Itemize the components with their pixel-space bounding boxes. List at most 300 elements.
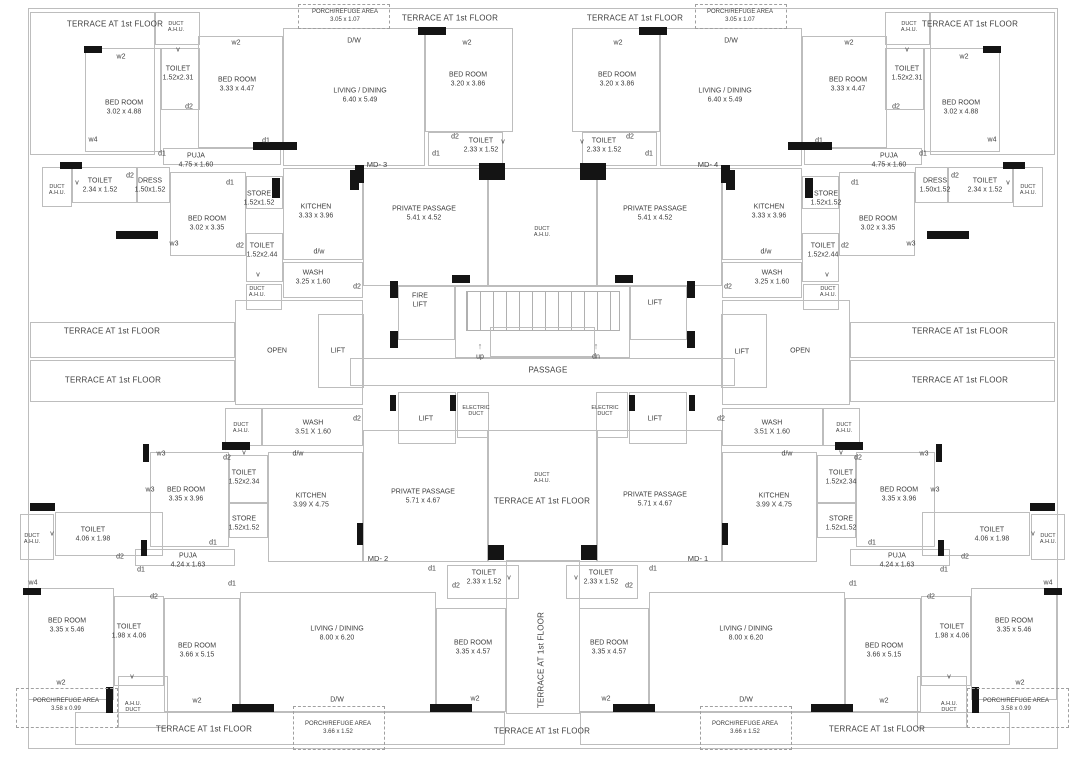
label-text: PRIVATE PASSAGE — [391, 488, 455, 496]
label-dress — [920, 177, 951, 196]
wall-block — [30, 503, 55, 511]
wall-block — [1044, 588, 1062, 595]
label-text: WASH — [302, 269, 324, 277]
label-text: 3.51 X 1.60 — [754, 429, 790, 436]
label-marker-d1 — [645, 149, 653, 158]
wall-block — [811, 704, 853, 712]
label-text: A.H.U. — [167, 27, 185, 33]
label-ahu-duct — [941, 701, 957, 713]
label-text: A.H.U. — [819, 292, 837, 298]
label-text: 3.66 x 1.52 — [323, 729, 353, 735]
label-store — [826, 515, 857, 534]
label-text: FIRE — [412, 292, 428, 300]
label-text: A.H.U. — [232, 428, 250, 434]
label-bedroom — [865, 642, 903, 661]
label-duct-ahu — [836, 422, 852, 434]
label-text: MD- 1 — [687, 553, 709, 563]
label-text: TOILET — [828, 469, 854, 477]
label-text: 3.33 x 3.96 — [751, 213, 787, 220]
label-text: DUCT — [1040, 532, 1056, 539]
label-bedroom — [218, 76, 256, 95]
label-text: BED ROOM — [177, 642, 217, 650]
label-text: PRIVATE PASSAGE — [392, 205, 456, 213]
label-terrace — [156, 725, 252, 736]
label-text: w3 — [169, 240, 179, 248]
label-private-passage — [623, 491, 687, 510]
label-text: DUCT — [901, 20, 917, 27]
label-text: 2.33 x 1.52 — [586, 147, 622, 154]
label-puja — [872, 152, 907, 171]
label-puja — [171, 552, 206, 571]
label-text: PUJA — [187, 152, 205, 160]
label-kitchen — [299, 203, 334, 222]
label-marker-v — [574, 573, 578, 582]
wall-block — [350, 170, 359, 190]
wall-block — [927, 231, 969, 239]
label-text: v — [839, 449, 843, 457]
label-marker-d2 — [854, 453, 862, 462]
label-marker-w4 — [29, 578, 38, 587]
label-marker-w2 — [193, 696, 202, 705]
label-text: TOILET — [80, 526, 106, 534]
label-text: d2 — [724, 283, 732, 291]
label-marker-w2 — [471, 694, 480, 703]
label-text: 3.25 x 1.60 — [295, 279, 331, 286]
label-text: w2 — [959, 53, 969, 61]
label-duct-ahu — [233, 422, 249, 434]
label-text: w4 — [987, 136, 997, 144]
label-marker-v — [75, 178, 79, 187]
label-text: d2 — [841, 242, 849, 250]
label-marker-d2 — [185, 102, 193, 111]
wall-block — [639, 27, 667, 35]
label-duct-ahu — [1020, 184, 1036, 196]
label-text: w4 — [1043, 579, 1053, 587]
wall-block — [60, 162, 82, 169]
label-kitchen — [756, 492, 792, 511]
label-text: PORCH/REFUGE AREA — [32, 697, 100, 704]
wall-block — [452, 275, 470, 283]
label-text: 5.71 x 4.67 — [637, 501, 673, 508]
wall-block — [629, 395, 635, 411]
label-text: DUCT — [820, 285, 836, 292]
label-marker-dw — [293, 449, 304, 458]
label-text: TERRACE AT 1st FLOOR — [911, 375, 1009, 385]
label-text: BED ROOM — [187, 215, 227, 223]
label-text: 4.06 x 1.98 — [75, 536, 111, 543]
label-terrace — [922, 20, 1018, 31]
label-text: d1 — [137, 566, 145, 574]
label-text: 1.52x2.44 — [807, 252, 839, 259]
label-bedroom — [829, 76, 867, 95]
label-text: 1.98 x 4.06 — [934, 633, 970, 640]
label-text: STORE — [814, 190, 838, 198]
label-text: BED ROOM — [448, 71, 488, 79]
label-text: d2 — [625, 582, 633, 590]
label-marker-d1 — [649, 564, 657, 573]
label-text: 3.02 x 3.35 — [860, 225, 896, 232]
label-toilet — [968, 177, 1003, 196]
label-marker-v — [50, 529, 54, 538]
label-marker-dw — [782, 449, 793, 458]
label-marker-w2 — [463, 38, 472, 47]
label-marker-w3 — [170, 239, 179, 248]
label-text: PUJA — [880, 152, 898, 160]
label-text: TERRACE AT 1st FLOOR — [536, 611, 546, 709]
label-text: PASSAGE — [528, 365, 568, 375]
label-duct-ahu — [49, 184, 65, 196]
label-text: TOILET — [588, 569, 614, 577]
label-text: DRESS — [922, 177, 948, 185]
wall-block — [23, 588, 41, 595]
label-text: PORCH/REFUGE AREA — [706, 8, 774, 15]
label-bedroom — [449, 71, 487, 90]
label-wash — [754, 419, 790, 438]
wall-block — [936, 444, 942, 462]
label-porch — [983, 697, 1049, 713]
label-text: w2 — [601, 695, 611, 703]
wall-outline — [363, 168, 488, 286]
label-text: TOILET — [116, 623, 142, 631]
label-text: 5.41 x 4.52 — [637, 215, 673, 222]
label-marker-d2 — [223, 453, 231, 462]
label-bedroom — [454, 639, 492, 658]
label-lift — [419, 414, 433, 423]
label-porch — [33, 697, 99, 713]
label-text: 1.52x2.34 — [825, 479, 857, 486]
label-terrace — [912, 376, 1008, 387]
label-text: up — [476, 353, 484, 361]
label-text: d2 — [451, 133, 459, 141]
label-dress — [135, 177, 166, 196]
label-text: v — [580, 138, 584, 146]
label-text: d1 — [228, 580, 236, 588]
label-marker-v — [905, 45, 909, 54]
label-marker-v — [1006, 178, 1010, 187]
label-text: 3.05 x 1.07 — [330, 17, 360, 23]
label-text: 4.24 x 1.63 — [170, 562, 206, 569]
label-text: LIFT — [418, 415, 434, 423]
label-text: BED ROOM — [589, 639, 629, 647]
label-text: d1 — [649, 565, 657, 573]
label-text: BED ROOM — [864, 642, 904, 650]
label-toilet — [467, 569, 502, 588]
wall-block — [84, 46, 102, 53]
label-text: d2 — [353, 283, 361, 291]
label-puja — [880, 552, 915, 571]
label-text: D/W — [347, 37, 361, 45]
label-text: ELECTRIC — [462, 404, 490, 411]
label-marker-d1 — [228, 579, 236, 588]
label-terrace — [829, 725, 925, 736]
label-text: A.H.U. — [533, 232, 551, 238]
label-text: STORE — [247, 190, 271, 198]
label-marker-v — [501, 137, 505, 146]
label-text: TERRACE AT 1st FLOOR — [921, 19, 1019, 29]
label-bedroom — [995, 617, 1033, 636]
label-text: 3.66 x 1.52 — [730, 729, 760, 735]
label-text: A.H.U. — [1019, 190, 1037, 196]
label-md-3 — [367, 160, 387, 170]
label-text: MD- 3 — [366, 159, 388, 169]
label-porch — [712, 720, 778, 736]
label-terrace — [494, 727, 590, 738]
label-toilet — [83, 177, 118, 196]
wall-block — [580, 163, 606, 180]
label-text: d1 — [849, 580, 857, 588]
label-electric-duct — [462, 405, 489, 417]
label-marker-d1 — [158, 149, 166, 158]
label-marker-v — [130, 672, 134, 681]
label-marker-d2 — [724, 282, 732, 291]
label-toilet — [163, 65, 194, 84]
label-text: w4 — [28, 579, 38, 587]
label-text: d/w — [313, 248, 325, 256]
label-bedroom — [167, 486, 205, 505]
label-toilet — [892, 65, 923, 84]
label-electric-duct — [591, 405, 618, 417]
label-text: MD- 4 — [697, 159, 719, 169]
label-text: LIFT — [330, 347, 346, 355]
label-living — [333, 87, 386, 106]
label-porch — [707, 8, 773, 24]
wall-outline — [579, 608, 649, 712]
label-text: dn — [592, 353, 600, 361]
label-toilet — [584, 569, 619, 588]
label-text: w4 — [88, 136, 98, 144]
label-marker-d2 — [236, 241, 244, 250]
label-text: d2 — [927, 593, 935, 601]
wall-block — [390, 331, 398, 348]
label-text: 6.40 x 5.49 — [707, 97, 743, 104]
label-fire-lift — [412, 292, 428, 311]
label-open — [790, 346, 810, 355]
label-text: DUCT — [534, 225, 550, 232]
label-text: OPEN — [790, 347, 810, 355]
label-lift — [648, 414, 662, 423]
label-text: d1 — [209, 539, 217, 547]
label-toilet — [935, 623, 970, 642]
label-text: w2 — [231, 39, 241, 47]
label-text: BED ROOM — [453, 639, 493, 647]
label-marker-w3 — [907, 239, 916, 248]
label-text: TERRACE AT 1st FLOOR — [828, 724, 926, 734]
label-marker-w3 — [146, 485, 155, 494]
label-porch — [312, 8, 378, 24]
label-text: A.H.U. — [835, 428, 853, 434]
label-marker-d1 — [137, 565, 145, 574]
label-text: LIVING / DINING — [719, 625, 773, 633]
label-text: 3.99 X 4.75 — [293, 502, 329, 509]
label-marker-d1 — [851, 178, 859, 187]
label-text: 4.06 x 1.98 — [974, 536, 1010, 543]
wall-block — [613, 704, 655, 712]
wall-block — [479, 163, 505, 180]
wall-outline — [649, 592, 845, 712]
wall-block — [581, 545, 597, 560]
label-text: v — [256, 271, 260, 279]
label-text: w2 — [613, 39, 623, 47]
label-text: d1 — [815, 137, 823, 145]
label-text: 1.52x1.52 — [243, 200, 275, 207]
label-text: v — [130, 673, 134, 681]
label-text: 3.51 X 1.60 — [295, 429, 331, 436]
label-bedroom — [105, 99, 143, 118]
label-text: v — [501, 138, 505, 146]
label-duct-ahu — [249, 286, 265, 298]
label-text: v — [574, 574, 578, 582]
label-text: TOILET — [972, 177, 998, 185]
label-text: 3.33 x 4.47 — [219, 86, 255, 93]
wall-block — [390, 281, 398, 298]
label-duct-ahu — [820, 286, 836, 298]
label-text: 1.52x1.52 — [825, 525, 857, 532]
label-text: DUCT — [24, 532, 40, 539]
label-text: DUCT — [168, 20, 184, 27]
label-marker-dw — [330, 695, 344, 704]
label-marker-d2 — [116, 552, 124, 561]
wall-block — [687, 281, 695, 298]
label-text: 1.98 x 4.06 — [111, 633, 147, 640]
label-wash — [755, 269, 790, 288]
label-bedroom — [859, 215, 897, 234]
label-text: 4.24 x 1.63 — [879, 562, 915, 569]
label-text: 3.66 x 5.15 — [866, 652, 902, 659]
label-text: v — [507, 574, 511, 582]
wall-outline — [75, 712, 505, 745]
label-text: BED ROOM — [879, 486, 919, 494]
label-text: LIVING / DINING — [698, 87, 752, 95]
label-text: 4.75 x 1.60 — [178, 162, 214, 169]
label-marker-w2 — [232, 38, 241, 47]
label-text: WASH — [302, 419, 324, 427]
label-store — [244, 190, 275, 209]
label-terrace — [587, 14, 683, 25]
label-text: KITCHEN — [295, 492, 327, 500]
label-text: d1 — [432, 150, 440, 158]
label-marker-w4 — [1044, 578, 1053, 587]
label-text: 3.66 x 5.15 — [179, 652, 215, 659]
label-marker-d2 — [951, 171, 959, 180]
label-text: 5.71 x 4.67 — [405, 498, 441, 505]
label-marker-v — [825, 270, 829, 279]
label-marker-d2 — [961, 552, 969, 561]
label-marker-dw — [314, 247, 325, 256]
wall-outline — [597, 168, 722, 286]
label-text: DUCT — [249, 285, 265, 292]
wall-block — [983, 46, 1001, 53]
label-bedroom — [590, 639, 628, 658]
label-marker-v — [507, 573, 511, 582]
label-text: TERRACE AT 1st FLOOR — [155, 724, 253, 734]
wall-block — [143, 444, 149, 462]
label-text: DUCT — [468, 411, 484, 417]
label-living — [310, 625, 363, 644]
label-toilet — [464, 137, 499, 156]
label-text: v — [75, 179, 79, 187]
label-text: KITCHEN — [753, 203, 785, 211]
wall-block — [488, 545, 504, 560]
label-text: 6.40 x 5.49 — [342, 97, 378, 104]
label-marker-w2 — [117, 52, 126, 61]
label-text: OPEN — [267, 347, 287, 355]
label-marker-v — [242, 448, 246, 457]
label-marker-w4 — [89, 135, 98, 144]
label-text: TOILET — [979, 526, 1005, 534]
label-text: 3.58 x 0.99 — [1001, 706, 1031, 712]
label-bedroom — [942, 99, 980, 118]
label-text: 8.00 x 6.20 — [319, 635, 355, 642]
label-marker-d2 — [150, 592, 158, 601]
label-text: 2.34 x 1.52 — [82, 187, 118, 194]
label-text: DUCT — [836, 421, 852, 428]
label-lift — [735, 347, 749, 356]
label-text: 3.35 x 4.57 — [455, 649, 491, 656]
label-text: v — [947, 673, 951, 681]
label-wash — [296, 269, 331, 288]
label-text: v — [825, 271, 829, 279]
down-arrow-icon: ↑ — [593, 341, 599, 351]
label-marker-w4 — [988, 135, 997, 144]
label-text: D/W — [739, 696, 753, 704]
wall-outline — [240, 592, 436, 712]
label-terrace — [912, 327, 1008, 338]
label-duct-ahu — [1040, 533, 1056, 545]
label-text: A.H.U. — [48, 190, 66, 196]
label-text: w2 — [192, 697, 202, 705]
label-text: A.H.U. — [533, 478, 551, 484]
label-up — [476, 352, 484, 361]
wall-block — [116, 231, 158, 239]
label-marker-w3 — [157, 449, 166, 458]
label-marker-d2 — [126, 171, 134, 180]
label-marker-d1 — [849, 579, 857, 588]
label-passage — [528, 366, 567, 377]
label-text: LIFT — [412, 302, 428, 309]
label-marker-d1 — [428, 564, 436, 573]
label-text: TOILET — [87, 177, 113, 185]
label-text: 2.33 x 1.52 — [463, 147, 499, 154]
label-porch — [305, 720, 371, 736]
label-text: DUCT — [233, 421, 249, 428]
label-text: 1.50x1.52 — [919, 187, 951, 194]
label-text: d1 — [645, 150, 653, 158]
label-text: TOILET — [471, 569, 497, 577]
label-text: 1.52x1.52 — [810, 200, 842, 207]
label-marker-v — [839, 448, 843, 457]
label-text: d/w — [292, 450, 304, 458]
label-text: TERRACE AT 1st FLOOR — [493, 496, 591, 506]
label-text: 3.35 x 4.57 — [591, 649, 627, 656]
label-text: KITCHEN — [758, 492, 790, 500]
label-bedroom — [880, 486, 918, 505]
label-puja — [179, 152, 214, 171]
label-text: PORCH/REFUGE AREA — [311, 8, 379, 15]
label-text: PORCH/REFUGE AREA — [711, 720, 779, 727]
label-text: D/W — [724, 37, 738, 45]
label-text: 2.34 x 1.52 — [967, 187, 1003, 194]
label-text: WASH — [761, 269, 783, 277]
label-text: TOILET — [894, 65, 920, 73]
label-marker-w2 — [57, 678, 66, 687]
label-text: 3.35 x 3.96 — [881, 496, 917, 503]
wall-outline — [28, 588, 114, 700]
wall-block — [390, 395, 396, 411]
label-text: 3.35 x 3.96 — [168, 496, 204, 503]
label-duct-ahu — [24, 533, 40, 545]
label-marker-d1 — [919, 149, 927, 158]
label-text: DUCT — [1020, 183, 1036, 190]
